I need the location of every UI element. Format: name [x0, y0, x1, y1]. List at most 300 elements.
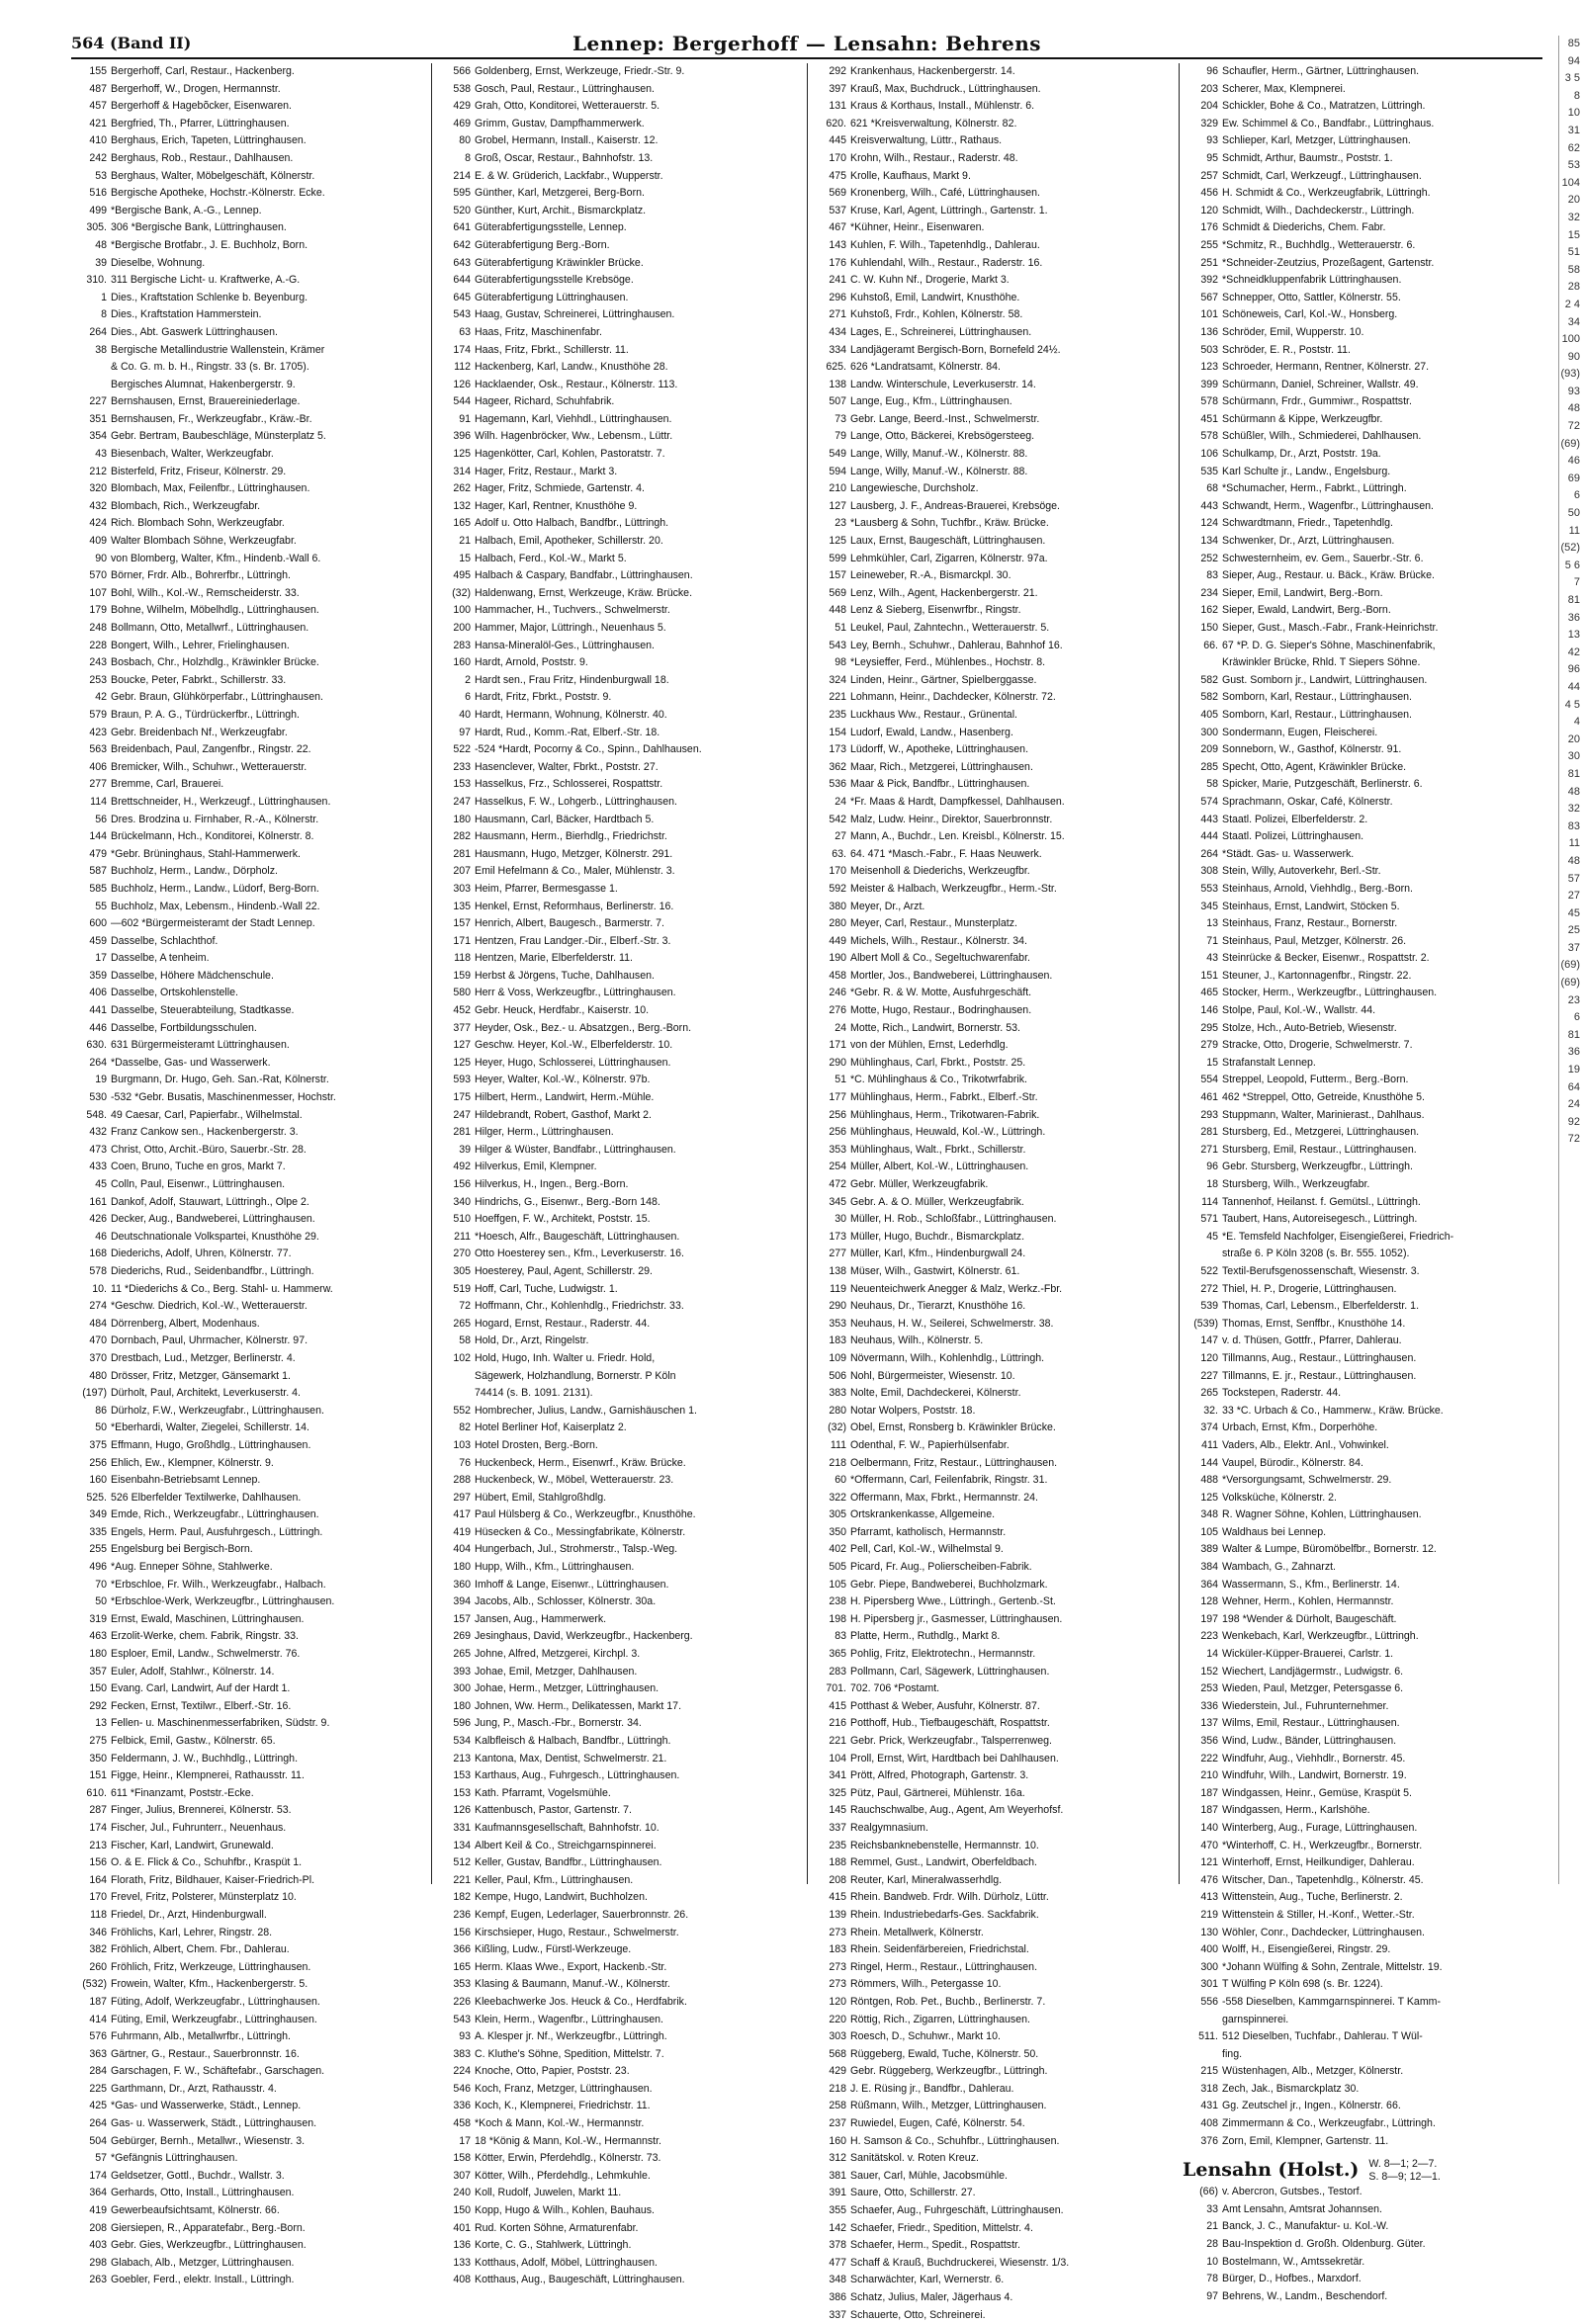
phone-number: 554 [1200, 1074, 1218, 1086]
phone-number: 580 [453, 987, 471, 999]
entry-text: Lange, Eug., Kfm., Lüttringhausen. [850, 395, 1012, 408]
entry-text: -524 *Hardt, Pocorny & Co., Spinn., Dahlhausen. [475, 743, 702, 756]
phone-number: 158 [453, 2152, 471, 2165]
directory-entry [435, 2202, 803, 2220]
directory-entry [435, 602, 803, 620]
phone-number: 190 [829, 952, 846, 965]
entry-text: Stuppmann, Walter, Marinierast., Dahlhaus. [1222, 1108, 1425, 1121]
directory-entry [1183, 1211, 1542, 1229]
phone-number: 213 [89, 1839, 107, 1851]
phone-number: 150 [89, 1682, 107, 1695]
directory-entry [1183, 132, 1542, 150]
entry-text: Dankof, Adolf, Stauwart, Lüttringh., Olpe 2. [111, 1195, 309, 1208]
entry-text: Reuter, Karl, Mineralwasserhdlg. [850, 1873, 1003, 1886]
entry-text: straße 6. P Köln 3208 (s. Br. 555. 1052). [1222, 1248, 1410, 1260]
directory-entry [811, 480, 1175, 498]
directory-entry [811, 116, 1175, 133]
directory-entry [71, 81, 427, 99]
entry-text: Jacobs, Alb., Schlosser, Kölnerstr. 30a. [475, 1595, 657, 1608]
directory-entry [811, 2168, 1175, 2186]
phone-number: 214 [453, 169, 471, 182]
phone-number: 182 [453, 1891, 471, 1904]
entry-text: Urbach, Ernst, Kfm., Dorperhöhe. [1222, 1421, 1378, 1434]
entry-text: Waldhaus bei Lennep. [1222, 1525, 1327, 1538]
directory-entry [1183, 81, 1542, 99]
phone-number: 349 [89, 1508, 107, 1521]
entry-text: Koch, K., Klempnerei, Friedrichstr. 11. [475, 2100, 651, 2112]
entry-text: Bergische Apotheke, Hochstr.-Kölnerstr. Ecke. [111, 187, 325, 200]
directory-entry [435, 1055, 803, 1073]
lensahn-hours [1368, 2158, 1440, 2184]
directory-entry [71, 1124, 427, 1142]
directory-entry [435, 219, 803, 237]
entry-text: Behrens, W., Landm., Beschendorf. [1222, 2289, 1388, 2302]
directory-entry [435, 1089, 803, 1107]
directory-entry [71, 2046, 427, 2064]
phone-number: 238 [829, 1595, 846, 1608]
directory-entry [435, 1559, 803, 1577]
phone-number: 171 [453, 934, 471, 947]
phone-number: 355 [829, 2204, 846, 2217]
entry-text: Hoffmann, Chr., Kohlenhdlg., Friedrichstr. 33. [475, 1300, 684, 1313]
entry-text: Hager, Karl, Rentner, Knusthöhe 9. [475, 499, 638, 512]
phone-number: 566 [453, 65, 471, 77]
entry-text: *Aug. Enneper Söhne, Stahlwerke. [111, 1561, 273, 1574]
directory-entry [1183, 2098, 1542, 2115]
phone-number: 210 [829, 482, 846, 495]
entry-text: *Fr. Maas & Hardt, Dampfkessel, Dahlhausen. [850, 795, 1065, 808]
entry-text: Sägewerk, Holzhandlung, Bornerstr. P Köln [475, 1369, 676, 1382]
entry-text: A. Klesper jr. Nf., Werkzeugfbr., Lüttringh. [475, 2030, 667, 2043]
directory-entry [435, 2168, 803, 2186]
phone-number: 197 [1200, 1612, 1218, 1625]
phone-number: 70 [95, 1578, 107, 1591]
phone-number: 8 [465, 151, 471, 164]
directory-entry [71, 255, 427, 273]
entry-text: Krankenhaus, Hackenbergerstr. 14. [850, 65, 1015, 77]
directory-entry [435, 2012, 803, 2029]
directory-entry [1183, 1820, 1542, 1838]
entry-text: Vaupel, Bürodir., Kölnerstr. 84. [1222, 1456, 1363, 1469]
entry-text: *Gefängnis Lüttringhausen. [111, 2152, 238, 2165]
phone-number: 152 [1200, 1665, 1218, 1678]
entry-text: Landw. Winterschule, Leverkuserstr. 14. [850, 378, 1036, 390]
directory-entry [1183, 2046, 1542, 2064]
directory-entry [71, 1854, 427, 1872]
directory-entry [811, 1194, 1175, 1212]
directory-entry [811, 2098, 1175, 2115]
entry-text: Wassermann, S., Kfm., Berlinerstr. 14. [1222, 1578, 1400, 1591]
directory-entry [435, 116, 803, 133]
directory-entry [811, 950, 1175, 968]
directory-entry [1183, 1420, 1542, 1437]
phone-number: 400 [1200, 1943, 1218, 1956]
phone-number: 180 [453, 1561, 471, 1574]
directory-entry [435, 2115, 803, 2133]
directory-entry [71, 342, 427, 360]
phone-number: 55 [95, 900, 107, 912]
directory-entry [71, 1107, 427, 1125]
phone-number: 118 [454, 952, 471, 965]
phone-number: 256 [829, 1108, 846, 1121]
entry-text: Gebr. Prick, Werkzeugfabr., Talsperrenweg. [850, 1735, 1052, 1747]
directory-entry [71, 1506, 427, 1524]
directory-entry [811, 203, 1175, 220]
entry-text: Kattenbusch, Pastor, Gartenstr. 7. [475, 1804, 632, 1817]
entry-text: *Winterhoff, C. H., Werkzeugfbr., Bornerstr. [1222, 1839, 1423, 1851]
entry-text: Mühlinghaus, Herm., Trikotwaren-Fabrik. [850, 1108, 1040, 1121]
phone-number: 273 [829, 1926, 846, 1938]
entry-text: Kronenberg, Wilh., Café, Lüttringhausen. [850, 187, 1040, 200]
entry-text: Berghaus, Walter, Möbelgeschäft, Kölnerstr. [111, 169, 315, 182]
entry-text: Prött, Alfred, Photograph, Gartenstr. 3. [850, 1769, 1029, 1782]
phone-number: 303 [829, 2030, 846, 2043]
entry-text: Schwandt, Herm., Wagenfbr., Lüttringhausen. [1222, 499, 1434, 512]
phone-number: 173 [829, 743, 846, 756]
phone-number: 543 [453, 2013, 471, 2025]
directory-entry [1183, 428, 1542, 446]
directory-entry [1183, 828, 1542, 846]
phone-number: 320 [89, 482, 107, 495]
directory-entry [1183, 377, 1542, 394]
entry-text: Odenthal, F. W., Papierhülsenfabr. [850, 1438, 1010, 1451]
phone-number: 130 [1200, 1926, 1218, 1938]
entry-text: Tockstepen, Raderstr. 44. [1222, 1387, 1342, 1400]
directory-entry [811, 567, 1175, 585]
directory-entry [435, 324, 803, 342]
entry-text: Berghaus, Erich, Tapeten, Lüttringhausen. [111, 134, 307, 147]
phone-number: 174 [89, 1821, 107, 1834]
phone-number: 51 [835, 1074, 846, 1086]
phone-number: 392 [1200, 274, 1218, 287]
directory-entry [71, 1733, 427, 1751]
phone-number: 397 [829, 82, 846, 95]
directory-entry [811, 377, 1175, 394]
entry-text: Roesch, D., Schuhwr., Markt 10. [850, 2030, 1001, 2043]
entry-text: Hilger, Herm., Lüttringhausen. [475, 1126, 614, 1139]
directory-entry [1183, 1524, 1542, 1542]
directory-entry [811, 2046, 1175, 2064]
entry-text: —602 *Bürgermeisteramt der Stadt Lennep. [111, 917, 315, 930]
phone-number: 293 [1200, 1108, 1218, 1121]
phone-number: 571 [1200, 1213, 1218, 1226]
phone-number: 459 [89, 934, 107, 947]
directory-entry [1183, 968, 1542, 986]
phone-number: 13 [1206, 917, 1218, 930]
entry-text: Hentzen, Frau Landger.-Dir., Elberf.-Str. 3. [475, 934, 671, 947]
phone-number: 393 [453, 1665, 471, 1678]
entry-text: Malz, Ludw. Heinr., Direktor, Sauerbronnstr. [850, 813, 1053, 825]
phone-number: 171 [829, 1039, 846, 1052]
phone-number: 444 [1200, 830, 1218, 843]
phone-number: 542 [829, 813, 846, 825]
entry-text: Hold, Dr., Arzt, Ringelstr. [475, 1334, 589, 1347]
directory-entry [1183, 2081, 1542, 2099]
directory-entry [435, 1872, 803, 1890]
entry-text: Dies., Abt. Gaswerk Lüttringhausen. [111, 325, 278, 338]
directory-entry [811, 1089, 1175, 1107]
entry-text: Leukel, Paul, Zahntechn., Wetterauerstr. 5. [850, 622, 1050, 634]
directory-entry [435, 2063, 803, 2081]
directory-entry [435, 654, 803, 672]
directory-entry [811, 1211, 1175, 1229]
phone-number: 264 [1200, 847, 1218, 860]
entry-text: Gewerbeaufsichtsamt, Kölnerstr. 66. [111, 2204, 280, 2217]
phone-number: 569 [829, 187, 846, 200]
entry-text: Linden, Heinr., Gärtner, Spielberggasse. [850, 673, 1037, 686]
phone-number: 17 [459, 2134, 471, 2147]
directory-entry [435, 1715, 803, 1733]
phone-number: 499 [89, 204, 107, 216]
phone-number: 8 [101, 308, 107, 321]
entry-text: Fischer, Karl, Landwirt, Grunewald. [111, 1839, 274, 1851]
directory-entry [1183, 1194, 1542, 1212]
entry-text: Güterabfertigungsstelle, Lennep. [475, 221, 627, 234]
entry-text: Gärtner, G., Restaur., Sauerbronnstr. 16. [111, 2047, 300, 2060]
phone-number: 511. [1198, 2030, 1218, 2043]
directory-entry [811, 1889, 1175, 1907]
entry-text: Buchholz, Herm., Landw., Dörpholz. [111, 865, 278, 878]
phone-number: 95 [1206, 151, 1218, 164]
directory-entry [1183, 1002, 1542, 1020]
entry-text: Schmidt & Diederichs, Chem. Fabr. [1222, 221, 1386, 234]
directory-entry [435, 1820, 803, 1838]
directory-entry [435, 1524, 803, 1542]
phone-number: 57 [95, 2152, 107, 2165]
entry-text: Schnepper, Otto, Sattler, Kölnerstr. 55. [1222, 291, 1401, 303]
directory-entry [1183, 1055, 1542, 1073]
phone-number: 443 [1200, 813, 1218, 825]
phone-number: 63 [459, 325, 471, 338]
entry-text: Geschw. Heyer, Kol.-W., Elberfelderstr. 10. [475, 1039, 673, 1052]
phone-number: 467 [829, 221, 846, 234]
directory-entry [71, 116, 427, 133]
entry-text: Schmidt, Wilh., Dachdeckerstr., Lüttringh. [1222, 204, 1415, 216]
entry-text: Euler, Adolf, Stahlwr., Kölnerstr. 14. [111, 1665, 275, 1678]
entry-text: Motte, Hugo, Restaur., Bodringhausen. [850, 1004, 1032, 1017]
directory-entry [1183, 1455, 1542, 1473]
directory-entry [811, 428, 1175, 446]
phone-number: 643 [453, 256, 471, 269]
phone-number: 157 [453, 1612, 471, 1625]
entry-text: -558 Dieselben, Kammgarnspinnerei. T Kamm- [1222, 1995, 1441, 2008]
entry-text: Günther, Kurt, Archit., Bismarckplatz. [475, 204, 647, 216]
directory-entry [811, 1142, 1175, 1160]
directory-entry [1183, 1802, 1542, 1820]
entry-text: Bergische Metallindustrie Wallenstein, Krämer [111, 343, 325, 356]
directory-entry [811, 2012, 1175, 2029]
phone-number: 574 [1200, 795, 1218, 808]
phone-number: 296 [829, 291, 846, 303]
entry-text: Oelbermann, Fritz, Restaur., Lüttringhausen. [850, 1456, 1058, 1469]
directory-entry [811, 1437, 1175, 1455]
entry-text: Dies., Kraftstation Hammerstein. [111, 308, 262, 321]
directory-entry [1183, 359, 1542, 377]
entry-text: Bergerhoff, Carl, Restaur., Hackenberg. [111, 65, 295, 77]
directory-entry [435, 551, 803, 568]
phone-number: 43 [95, 448, 107, 461]
entry-text: Gas- u. Wasserwerk, Städt., Lüttringhausen. [111, 2117, 317, 2130]
entry-text: Ruwiedel, Eugen, Café, Kölnerstr. 54. [850, 2117, 1025, 2130]
entry-text: *Offermann, Carl, Feilenfabrik, Ringstr. 31. [850, 1474, 1048, 1487]
directory-entry [435, 950, 803, 968]
entry-text: Windfuhr, Aug., Viehhdlr., Bornerstr. 45. [1222, 1752, 1406, 1765]
entry-text: Rich. Blombach Sohn, Werkzeugfabr. [111, 517, 285, 530]
directory-entry [1183, 98, 1542, 116]
directory-entry [1183, 1541, 1542, 1559]
phone-number: 383 [453, 2047, 471, 2060]
phone-number: 284 [89, 2065, 107, 2078]
entry-text: *Bergische Bank, A.-G., Lennep. [111, 204, 262, 216]
entry-text: Hildebrandt, Robert, Gasthof, Markt 2. [475, 1108, 652, 1121]
entry-text: Müller, Karl, Kfm., Hindenburgwall 24. [850, 1248, 1026, 1260]
entry-text: Pollmann, Carl, Sägewerk, Lüttringhausen. [850, 1665, 1050, 1678]
entry-text: Herr & Voss, Werkzeugfbr., Lüttringhausen. [475, 987, 676, 999]
entry-text: Amt Lensahn, Amtsrat Johannsen. [1222, 2202, 1382, 2215]
directory-entry [1183, 1976, 1542, 1994]
phone-number: 251 [1200, 256, 1218, 269]
directory-entry [71, 411, 427, 429]
phone-number: 426 [89, 1213, 107, 1226]
entry-text: Füting, Emil, Werkzeugfabr., Lüttringhausen. [111, 2013, 317, 2025]
phone-number: 563 [89, 743, 107, 756]
phone-number: 24 [835, 1021, 846, 1034]
phone-number: 592 [829, 882, 846, 895]
directory-entry [71, 1263, 427, 1281]
phone-number: 363 [89, 2047, 107, 2060]
directory-entry [71, 2063, 427, 2081]
entry-text: Mortler, Jos., Bandweberei, Lüttringhausen. [850, 969, 1053, 982]
directory-entry [71, 1437, 427, 1455]
entry-text: Müller, Hugo, Buchdr., Bismarckplatz. [850, 1230, 1025, 1243]
phone-number: 107 [89, 586, 107, 599]
directory-entry [1183, 638, 1542, 655]
phone-number: 160 [829, 2134, 846, 2147]
directory-entry [435, 620, 803, 638]
phone-number: 538 [453, 82, 471, 95]
phone-number: 337 [829, 2308, 846, 2321]
phone-number: 155 [89, 65, 107, 77]
directory-entry [71, 915, 427, 933]
directory-entry [1183, 1959, 1542, 1977]
entry-text: Grimm, Gustav, Dampfhammerwerk. [475, 117, 645, 129]
entry-text: Sauer, Carl, Mühle, Jacobsmühle. [850, 2169, 1008, 2182]
entry-text: Hilbert, Herm., Landwirt, Herm.-Mühle. [475, 1091, 655, 1104]
phone-number: 177 [829, 1091, 846, 1104]
entry-text: Steinhaus, Franz, Restaur., Bornerstr. [1222, 917, 1398, 930]
entry-text: Schüßler, Wilh., Schmiederei, Dahlhausen. [1222, 430, 1422, 443]
entry-text: Sprachmann, Oskar, Café, Kölnerstr. [1222, 795, 1393, 808]
entry-text: 631 Bürgermeisteramt Lüttringhausen. [111, 1039, 290, 1052]
phone-number: 578 [1200, 395, 1218, 408]
directory-entry [811, 1802, 1175, 1820]
entry-text: Hilverkus, H., Ingen., Berg.-Born. [475, 1178, 629, 1190]
phone-number: 134 [1200, 535, 1218, 548]
directory-entry [435, 2098, 803, 2115]
directory-entry [71, 1611, 427, 1629]
entry-text: Meyer, Dr., Arzt. [850, 900, 925, 912]
directory-entry [1183, 585, 1542, 603]
directory-entry [71, 1524, 427, 1542]
directory-entry [435, 290, 803, 307]
phone-number: 419 [453, 1525, 471, 1538]
entry-text: Gebr. Müller, Werkzeugfabrik. [850, 1178, 989, 1190]
directory-entry [1183, 567, 1542, 585]
phone-number: 14 [1206, 1648, 1218, 1661]
entry-text: Füting, Adolf, Werkzeugfabr., Lüttringhausen. [111, 1995, 320, 2008]
phone-number: 292 [829, 65, 846, 77]
entry-text: 67 *P. D. G. Sieper's Söhne, Maschinenfabrik, [1222, 639, 1436, 651]
phone-number: 187 [89, 1995, 107, 2008]
entry-text: 621 *Kreisverwaltung, Kölnerstr. 82. [850, 117, 1017, 129]
directory-entry [71, 1072, 427, 1089]
directory-entry [435, 446, 803, 464]
phone-number: 534 [453, 1735, 471, 1747]
entry-text: Eisenbahn-Betriebsamt Lennep. [111, 1474, 261, 1487]
phone-number: 18 [1206, 1178, 1218, 1190]
phone-number: 376 [1200, 2134, 1218, 2147]
entry-text: Lenz, Wilh., Agent, Hackenbergerstr. 21. [850, 586, 1038, 599]
entry-text: Sondermann, Eugen, Fleischerei. [1222, 726, 1378, 738]
entry-text: Heyer, Hugo, Schlosserei, Lüttringhausen. [475, 1056, 671, 1069]
phone-number: 114 [1201, 1195, 1218, 1208]
entry-text: Klein, Herm., Wagenfbr., Lüttringhausen. [475, 2013, 663, 2025]
directory-entry [71, 428, 427, 446]
phone-number: 247 [453, 795, 471, 808]
entry-text: Engelsburg bei Bergisch-Born. [111, 1543, 253, 1556]
phone-number: 168 [89, 1248, 107, 1260]
directory-entry [811, 1159, 1175, 1176]
entry-text: 611 *Finanzamt, Poststr.-Ecke. [111, 1786, 254, 1799]
directory-entry [811, 881, 1175, 899]
entry-text: J. E. Rüsing jr., Bandfbr., Dahlerau. [850, 2082, 1014, 2095]
directory-entry [811, 1854, 1175, 1872]
directory-entry [811, 1055, 1175, 1073]
phone-number: 503 [1200, 343, 1218, 356]
phone-number: 280 [829, 917, 846, 930]
entry-text: Somborn, Karl, Restaur., Lüttringhausen. [1222, 691, 1412, 704]
directory-entry [811, 1229, 1175, 1247]
directory-entry [435, 272, 803, 290]
phone-number: 127 [453, 1039, 471, 1052]
directory-entry [811, 2307, 1175, 2324]
entry-text: Sieper, Ewald, Landwirt, Berg.-Born. [1222, 604, 1391, 617]
directory-entry [71, 1577, 427, 1594]
phone-number: 470 [1200, 1839, 1218, 1851]
phone-number: 298 [89, 2256, 107, 2269]
phone-number: 142 [829, 2221, 846, 2234]
directory-entry [435, 725, 803, 742]
directory-entry [71, 1368, 427, 1386]
entry-text: Schickler, Bohe & Co., Matratzen, Lüttringh. [1222, 100, 1426, 113]
entry-text: Gebr. Piepe, Bandweberei, Buchholzmark. [850, 1578, 1048, 1591]
entry-text: Hansa-Mineralöl-Ges., Lüttringhausen. [475, 639, 655, 651]
directory-entry [1183, 1733, 1542, 1751]
phone-number: 265 [1200, 1387, 1218, 1400]
phone-number: 276 [829, 1004, 846, 1017]
entry-text: Fischer, Jul., Fuhrunterr., Neuenhaus. [111, 1821, 287, 1834]
entry-text: Gebr. Gies, Werkzeugfbr., Lüttringhausen. [111, 2239, 307, 2252]
entry-text: Schwesternheim, ev. Gem., Sauerbr.-Str. 6. [1222, 552, 1424, 564]
directory-entry [71, 1889, 427, 1907]
phone-number: 364 [89, 2187, 107, 2199]
directory-entry [811, 1316, 1175, 1334]
phone-number: 353 [829, 1143, 846, 1156]
phone-number: (539) [1193, 1317, 1218, 1330]
directory-entry [1183, 411, 1542, 429]
entry-text: 526 Elberfelder Textilwerke, Dahlhausen. [111, 1491, 302, 1504]
entry-text: Coen, Bruno, Tuche en gros, Markt 7. [111, 1161, 286, 1173]
